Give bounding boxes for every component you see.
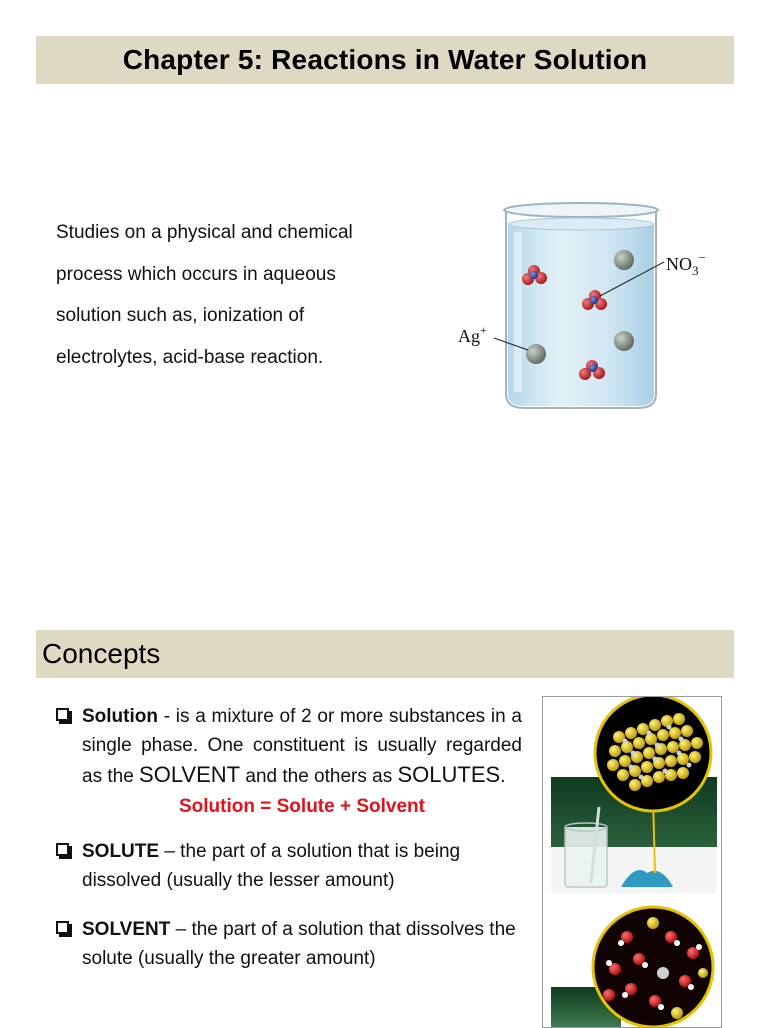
no3-label: $NO_3^-$ bbox=[666, 250, 706, 278]
ag-ion bbox=[614, 250, 634, 270]
intro-line: electrolytes, acid-base reaction. bbox=[56, 346, 324, 368]
checkbox-bullet-icon bbox=[56, 921, 69, 934]
dissolved-solution-zoom bbox=[593, 907, 713, 1027]
intro-paragraph bbox=[56, 212, 416, 378]
solvent-definition: – the part of a solution that dissolves the solute (usually the greater amount) bbox=[82, 919, 516, 969]
solution-definition-b: and the others as bbox=[240, 766, 398, 787]
solution-definition-c: . bbox=[500, 766, 506, 787]
concepts-title-bar bbox=[36, 630, 734, 678]
checkbox-bullet-icon bbox=[56, 843, 69, 856]
solution-equation: Solution = Solute + Solvent bbox=[179, 796, 425, 817]
chapter-title: Chapter 5: Reactions in Water Solution bbox=[122, 44, 648, 75]
concepts-title: Concepts bbox=[42, 638, 161, 669]
ag-label: Ag+ bbox=[458, 323, 487, 346]
solutes-word: SOLUTES bbox=[397, 762, 501, 787]
ag-ion bbox=[614, 331, 634, 351]
beaker-illustration bbox=[452, 196, 722, 416]
intro-line: Studies on a physical and chemical bbox=[56, 222, 353, 243]
solution-definition-a: - is a mixture of 2 or more substances in a single phase. One constituent is usually regarded as the bbox=[82, 706, 522, 787]
solute-definition: – the part of a solution that is being dissolved (usually the lesser amount) bbox=[82, 841, 461, 891]
term-solute: SOLUTE bbox=[82, 841, 160, 862]
solvent-word: SOLVENT bbox=[139, 762, 241, 787]
solution-figure-svg bbox=[543, 697, 721, 1027]
concept-solute bbox=[56, 837, 522, 895]
intro-line: solution such as, ionization of bbox=[56, 305, 305, 326]
checkbox-bullet-icon bbox=[56, 708, 69, 721]
term-solution: Solution bbox=[82, 706, 158, 727]
intro-line: process which occurs in aqueous bbox=[56, 263, 336, 285]
crystal-lattice-zoom bbox=[595, 697, 711, 811]
concept-solution bbox=[56, 702, 522, 791]
concept-solvent bbox=[56, 915, 522, 973]
concepts-list bbox=[56, 702, 522, 973]
term-solvent: SOLVENT bbox=[82, 919, 171, 940]
solution-figure bbox=[542, 696, 722, 1028]
ag-ion bbox=[526, 344, 546, 364]
chapter-title-bar bbox=[36, 36, 734, 84]
beaker-svg bbox=[452, 196, 722, 416]
